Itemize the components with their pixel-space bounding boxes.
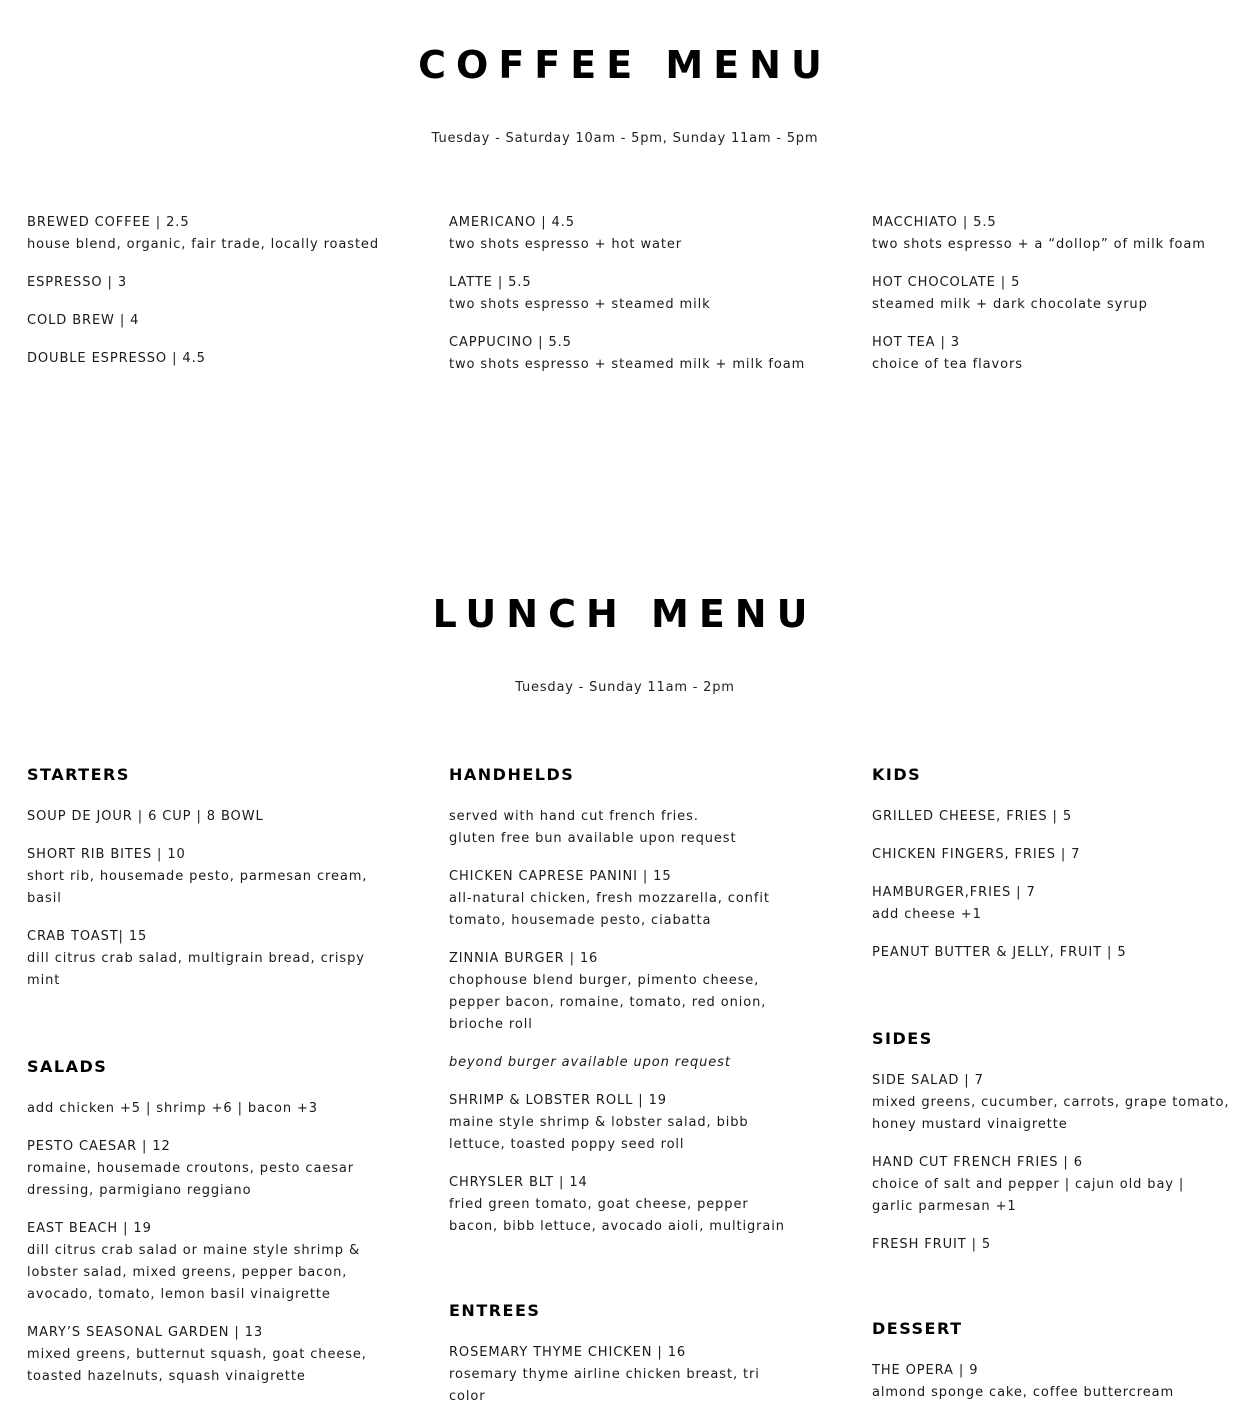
item-description: dill citrus crab salad or maine style shrimp & lobster salad, mixed greens, pepper bacon, avocado, tomato, lemon basil vinaigrette: [27, 1243, 361, 1302]
section-heading-sides: SIDES: [872, 1029, 933, 1048]
menu-item: [449, 1090, 799, 1156]
lunch-column-1: [27, 764, 372, 1404]
item-name: HOT CHOCOLATE | 5: [872, 275, 1021, 290]
item-name: CHICKEN FINGERS, FRIES | 7: [872, 847, 1081, 862]
item-description: choice of tea flavors: [872, 357, 1023, 372]
menu-item: [27, 348, 397, 370]
menu-item: [449, 1172, 799, 1238]
item-description: rosemary thyme airline chicken breast, tri color: [449, 1367, 760, 1404]
item-description: all-natural chicken, fresh mozzarella, confit tomato, housemade pesto, ciabatta: [449, 891, 770, 928]
item-name: BREWED COFFEE | 2.5: [27, 215, 190, 230]
menu-item: [872, 212, 1242, 256]
item-name: SIDE SALAD | 7: [872, 1073, 984, 1088]
menu-item: [27, 272, 397, 294]
item-description: two shots espresso + steamed milk: [449, 297, 711, 312]
menu-item: [27, 310, 397, 332]
item-description: two shots espresso + steamed milk + milk foam: [449, 357, 806, 372]
menu-item: [872, 844, 1237, 866]
add-ons-note: add chicken +5 | shrimp +6 | bacon +3: [27, 1101, 318, 1116]
menu-item: [27, 844, 372, 910]
item-description: dill citrus crab salad, multigrain bread, crispy mint: [27, 951, 365, 988]
menu-item: [872, 942, 1237, 964]
item-description: choice of salt and pepper | cajun old bay | garlic parmesan +1: [872, 1177, 1185, 1214]
item-name: LATTE | 5.5: [449, 275, 532, 290]
item-description: house blend, organic, fair trade, locally roasted: [27, 237, 379, 252]
menu-item: [872, 806, 1237, 828]
coffee-column-3: [872, 212, 1242, 392]
menu-item: [449, 272, 819, 316]
item-description: two shots espresso + hot water: [449, 237, 682, 252]
menu-item: [449, 1342, 799, 1408]
item-name: ROSEMARY THYME CHICKEN | 16: [449, 1345, 687, 1360]
menu-item: [449, 212, 819, 256]
item-description: steamed milk + dark chocolate syrup: [872, 297, 1148, 312]
item-name: THE OPERA | 9: [872, 1363, 979, 1378]
item-name: AMERICANO | 4.5: [449, 215, 575, 230]
menu-item: [27, 212, 397, 256]
coffee-column-2: [449, 212, 819, 392]
item-name: FRESH FRUIT | 5: [872, 1237, 992, 1252]
item-name: COLD BREW | 4: [27, 313, 140, 328]
item-name: MACCHIATO | 5.5: [872, 215, 997, 230]
section-heading-salads: SALADS: [27, 1057, 108, 1076]
menu-item: [27, 1218, 372, 1306]
section-note: [449, 1052, 799, 1074]
menu-item: [27, 926, 372, 992]
lunch-hours: Tuesday - Sunday 11am - 2pm: [515, 680, 735, 695]
menu-item: [872, 882, 1237, 926]
menu-item: [449, 866, 799, 932]
item-description: chophouse blend burger, pimento cheese, pepper bacon, romaine, tomato, red onion, brioche roll: [449, 973, 767, 1032]
item-description: short rib, housemade pesto, parmesan cream, basil: [27, 869, 368, 906]
section-note: [449, 806, 799, 850]
item-name: CHRYSLER BLT | 14: [449, 1175, 588, 1190]
item-name: PEANUT BUTTER & JELLY, FRUIT | 5: [872, 945, 1127, 960]
menu-item: [27, 1322, 372, 1388]
item-description: romaine, housemade croutons, pesto caesar dressing, parmigiano reggiano: [27, 1161, 355, 1198]
menu-item: [449, 948, 799, 1036]
item-description: two shots espresso + a “dollop” of milk foam: [872, 237, 1206, 252]
section-heading-entrees: ENTREES: [449, 1301, 541, 1320]
item-name: CHICKEN CAPRESE PANINI | 15: [449, 869, 672, 884]
item-name: MARY’S SEASONAL GARDEN | 13: [27, 1325, 264, 1340]
item-description: mixed greens, butternut squash, goat cheese, toasted hazelnuts, squash vinaigrette: [27, 1347, 367, 1384]
menu-item: [449, 332, 819, 376]
item-name: HAND CUT FRENCH FRIES | 6: [872, 1155, 1083, 1170]
menu-item: [872, 1360, 1237, 1404]
menu-item: [872, 1070, 1237, 1136]
item-description: maine style shrimp & lobster salad, bibb lettuce, toasted poppy seed roll: [449, 1115, 749, 1152]
beyond-burger-note: beyond burger available upon request: [449, 1055, 731, 1070]
coffee-column-1: [27, 212, 397, 386]
lunch-column-2: [449, 764, 799, 1424]
lunch-menu-title: LUNCH MENU: [432, 592, 818, 636]
item-description: add cheese +1: [872, 907, 982, 922]
item-description: almond sponge cake, coffee buttercream: [872, 1385, 1175, 1400]
item-name: SOUP DE JOUR | 6 CUP | 8 BOWL: [27, 809, 264, 824]
item-name: SHRIMP & LOBSTER ROLL | 19: [449, 1093, 667, 1108]
item-name: SHORT RIB BITES | 10: [27, 847, 186, 862]
item-name: HAMBURGER,FRIES | 7: [872, 885, 1036, 900]
section-heading-starters: STARTERS: [27, 765, 130, 784]
item-name: ZINNIA BURGER | 16: [449, 951, 599, 966]
item-name: CAPPUCINO | 5.5: [449, 335, 572, 350]
menu-item: [872, 1234, 1237, 1256]
item-name: CRAB TOAST| 15: [27, 929, 148, 944]
lunch-column-3: [872, 764, 1237, 1420]
menu-item: [27, 1136, 372, 1202]
item-name: PESTO CAESAR | 12: [27, 1139, 171, 1154]
item-description: mixed greens, cucumber, carrots, grape tomato, honey mustard vinaigrette: [872, 1095, 1230, 1132]
menu-item: [872, 272, 1242, 316]
coffee-menu-title: COFFEE MENU: [418, 43, 832, 87]
menu-item: [872, 1152, 1237, 1218]
item-name: DOUBLE ESPRESSO | 4.5: [27, 351, 206, 366]
item-name: HOT TEA | 3: [872, 335, 960, 350]
item-name: EAST BEACH | 19: [27, 1221, 152, 1236]
item-name: GRILLED CHEESE, FRIES | 5: [872, 809, 1073, 824]
menu-item: [27, 806, 372, 828]
coffee-hours: Tuesday - Saturday 10am - 5pm, Sunday 11am - 5pm: [431, 131, 819, 146]
item-description: fried green tomato, goat cheese, pepper bacon, bibb lettuce, avocado aioli, multigrain: [449, 1197, 785, 1234]
handhelds-note: served with hand cut french fries. gluten free bun available upon request: [449, 809, 737, 846]
menu-item: [872, 332, 1242, 376]
section-heading-kids: KIDS: [872, 765, 922, 784]
section-heading-handhelds: HANDHELDS: [449, 765, 575, 784]
section-heading-dessert: DESSERT: [872, 1319, 963, 1338]
item-name: ESPRESSO | 3: [27, 275, 128, 290]
section-note: [27, 1098, 372, 1120]
